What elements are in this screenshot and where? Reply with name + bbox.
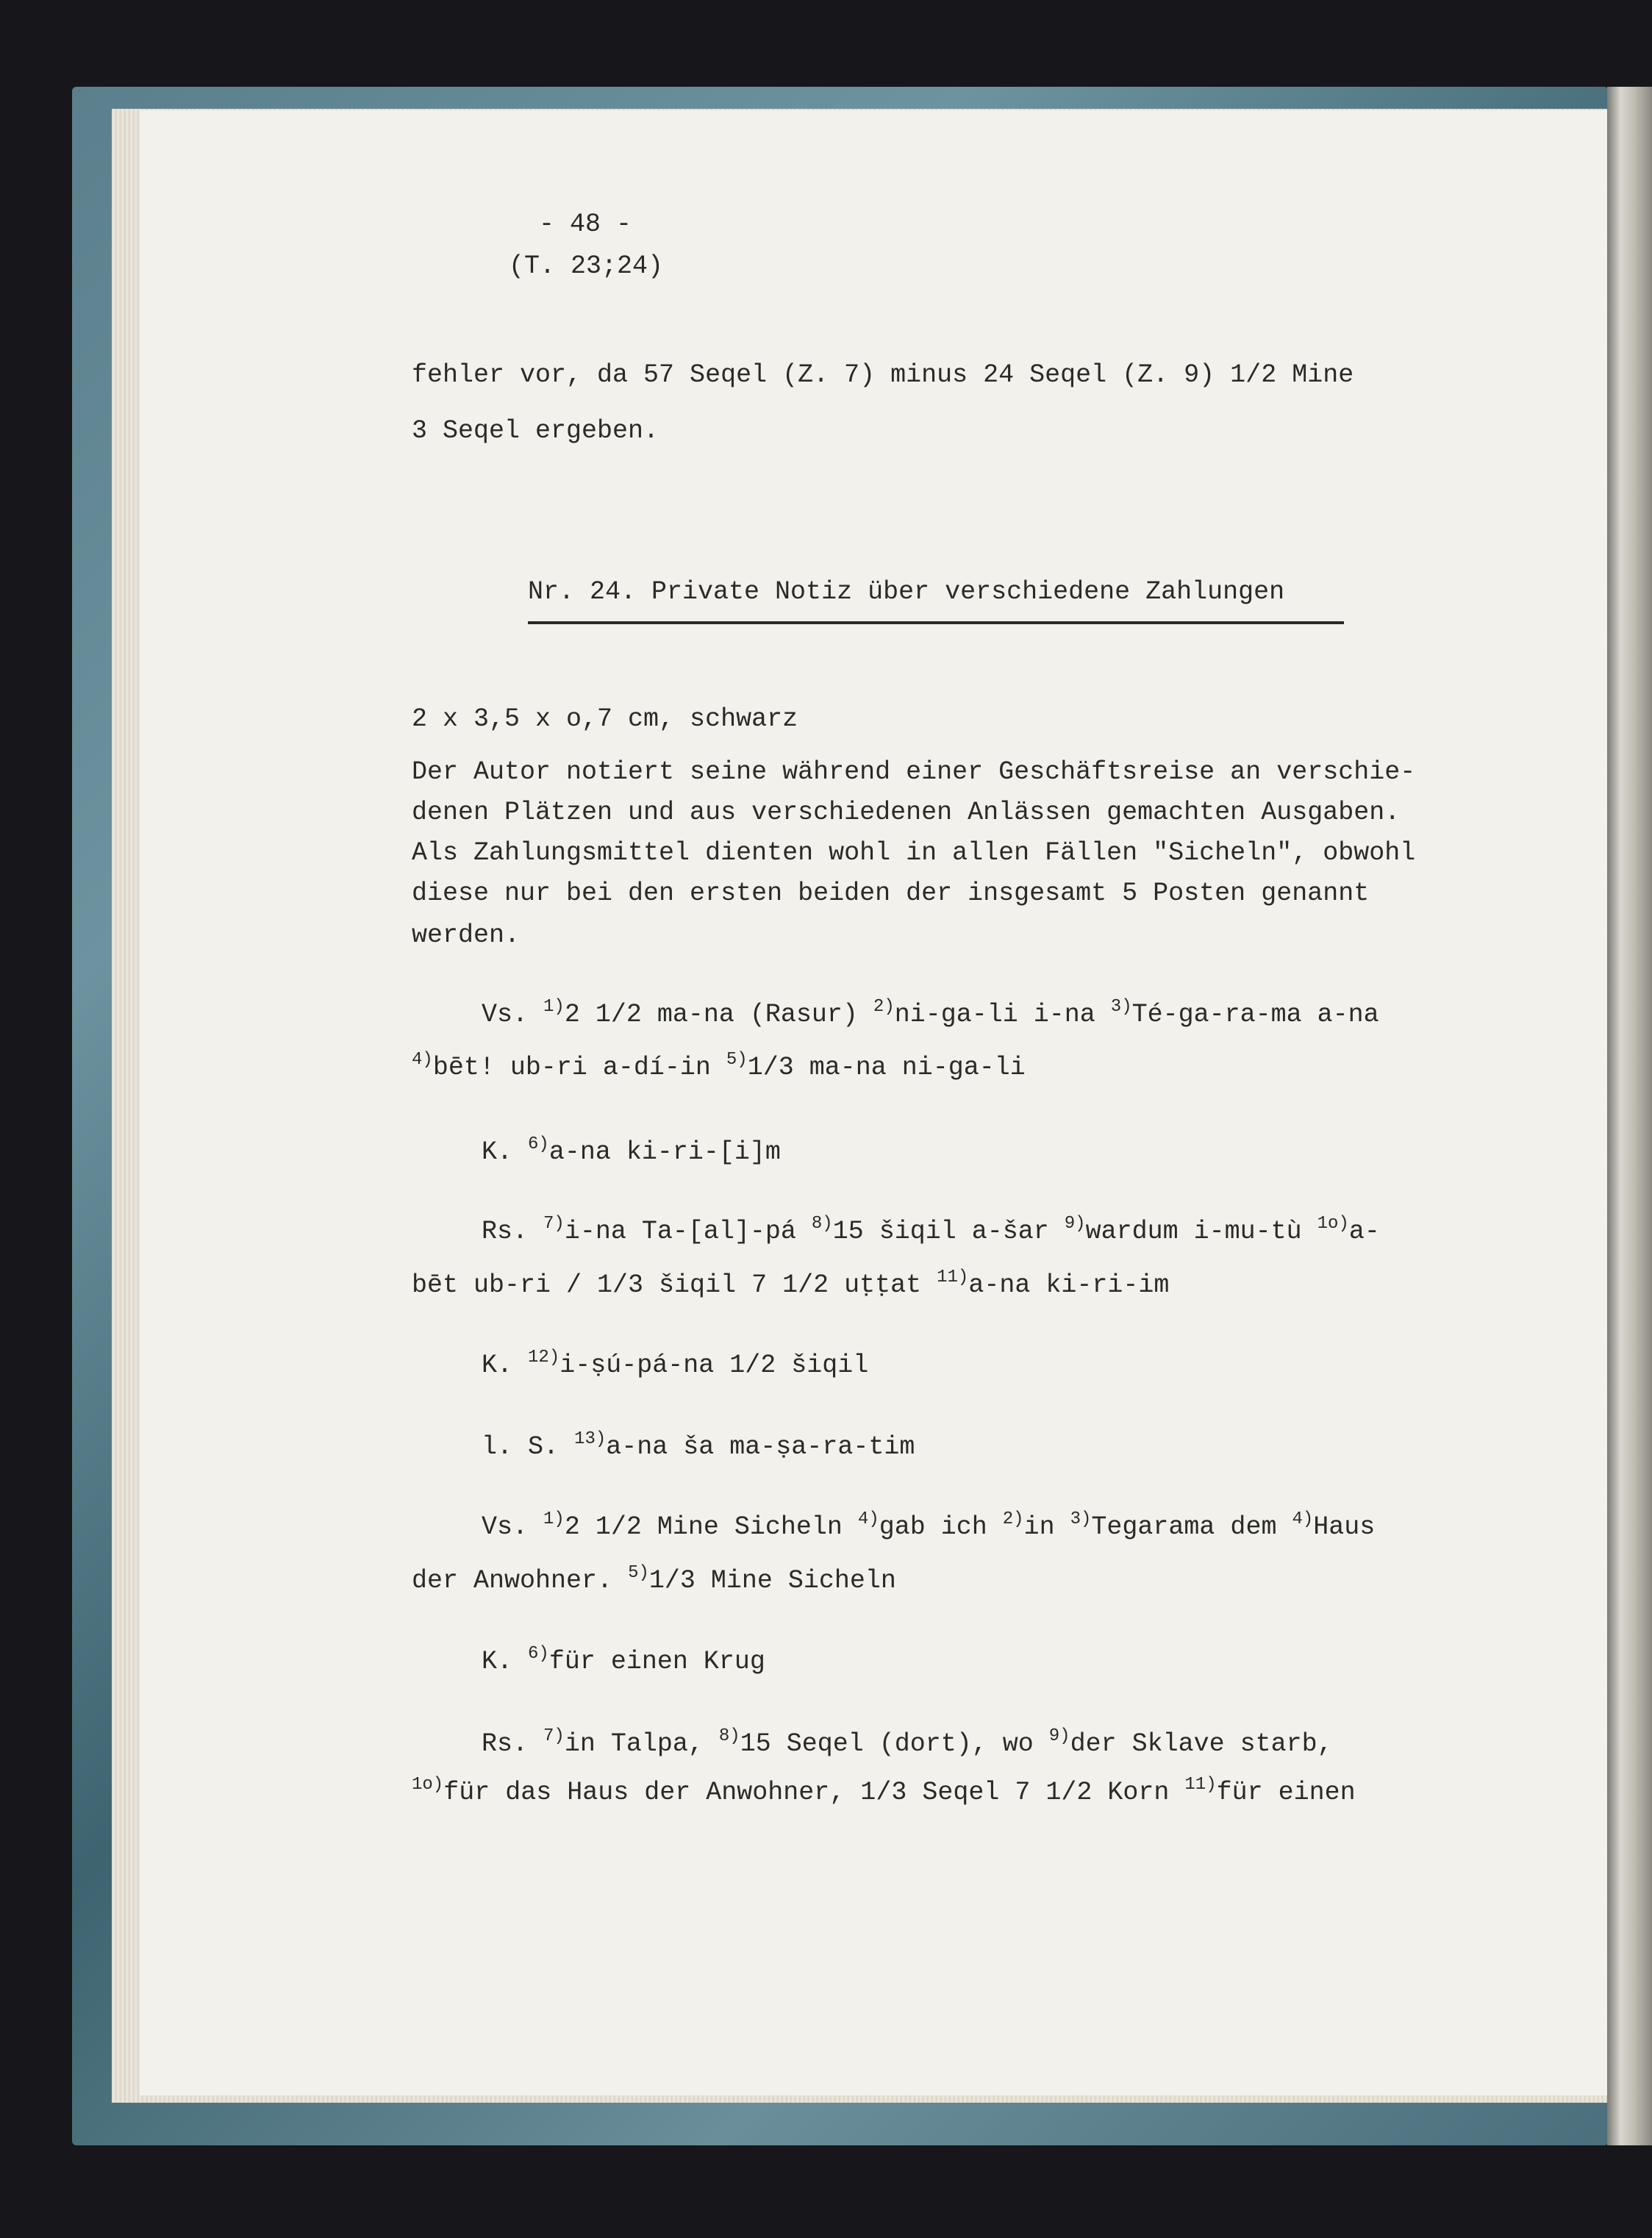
title-underline	[528, 621, 1344, 624]
intro-line-2: 3 Seqel ergeben.	[412, 416, 659, 446]
description-line-4: diese nur bei den ersten beiden der insgesamt 5 Posten genannt	[412, 879, 1370, 908]
description-line-5: werden.	[412, 920, 521, 950]
translit-rs-line-1: Rs. $^{7)}$i-na Ta-[al]-pá $^{8)}$15 šiqil a-šar $^{9)}$wardum i-mu-tù $^{1o)}$a-	[482, 1214, 1380, 1246]
translit-k-line-2: K. $^{12)}$i-ṣú-pá-na 1/2 šiqil	[482, 1348, 869, 1380]
translation-k-line: K. $^{6)}$für einen Krug	[482, 1644, 765, 1676]
page-number: - 48 -	[539, 210, 632, 239]
translation-vs-line-2: der Anwohner. $^{5)}$1/3 Mine Sicheln	[412, 1563, 896, 1595]
translit-vs-line-2: $^{4)}$bēt! ub-ri a-dí-in $^{5)}$1/3 ma-na ni-ga-li	[412, 1050, 1026, 1082]
translation-rs-line-1: Rs. $^{7)}$in Talpa, $^{8)}$15 Seqel (dort), wo $^{9)}$der Sklave starb,	[482, 1726, 1333, 1759]
translit-rs-line-2: bēt ub-ri / 1/3 šiqil 7 1/2 uṭṭat $^{11)}$a-na ki-ri-im	[412, 1268, 1170, 1300]
section-title: Nr. 24. Private Notiz über verschiedene Zahlungen	[528, 577, 1285, 607]
description-line-1: Der Autor notiert seine während einer Geschäftsreise an verschie-	[412, 757, 1416, 787]
tablet-reference: (T. 23;24)	[509, 251, 664, 281]
intro-line-1: fehler vor, da 57 Seqel (Z. 7) minus 24 Seqel (Z. 9) 1/2 Mine	[412, 360, 1354, 390]
translit-k-line-1: K. $^{6)}$a-na ki-ri-[i]m	[482, 1134, 781, 1167]
translit-vs-line-1: Vs. $^{1)}$2 1/2 ma-na (Rasur) $^{2)}$ni-ga-li i-na $^{3)}$Té-ga-ra-ma a-na	[482, 997, 1379, 1029]
description-line-2: denen Plätzen und aus verschiedenen Anlässen gemachten Ausgaben.	[412, 798, 1401, 827]
translation-rs-line-2: $^{1o)}$für das Haus der Anwohner, 1/3 Seqel 7 1/2 Korn $^{11)}$für einen	[412, 1775, 1356, 1807]
tablet-dimensions: 2 x 3,5 x o,7 cm, schwarz	[412, 704, 798, 734]
translit-ls-line: l. S. $^{13)}$a-na ša ma-ṣa-ra-tim	[482, 1429, 915, 1462]
book-spine	[1607, 87, 1652, 2145]
description-line-3: Als Zahlungsmittel dienten wohl in allen Fällen "Sicheln", obwohl	[412, 838, 1416, 868]
translation-vs-line-1: Vs. $^{1)}$2 1/2 Mine Sicheln $^{4)}$gab ich $^{2)}$in $^{3)}$Tegarama dem $^{4)}$Haus	[482, 1509, 1376, 1542]
